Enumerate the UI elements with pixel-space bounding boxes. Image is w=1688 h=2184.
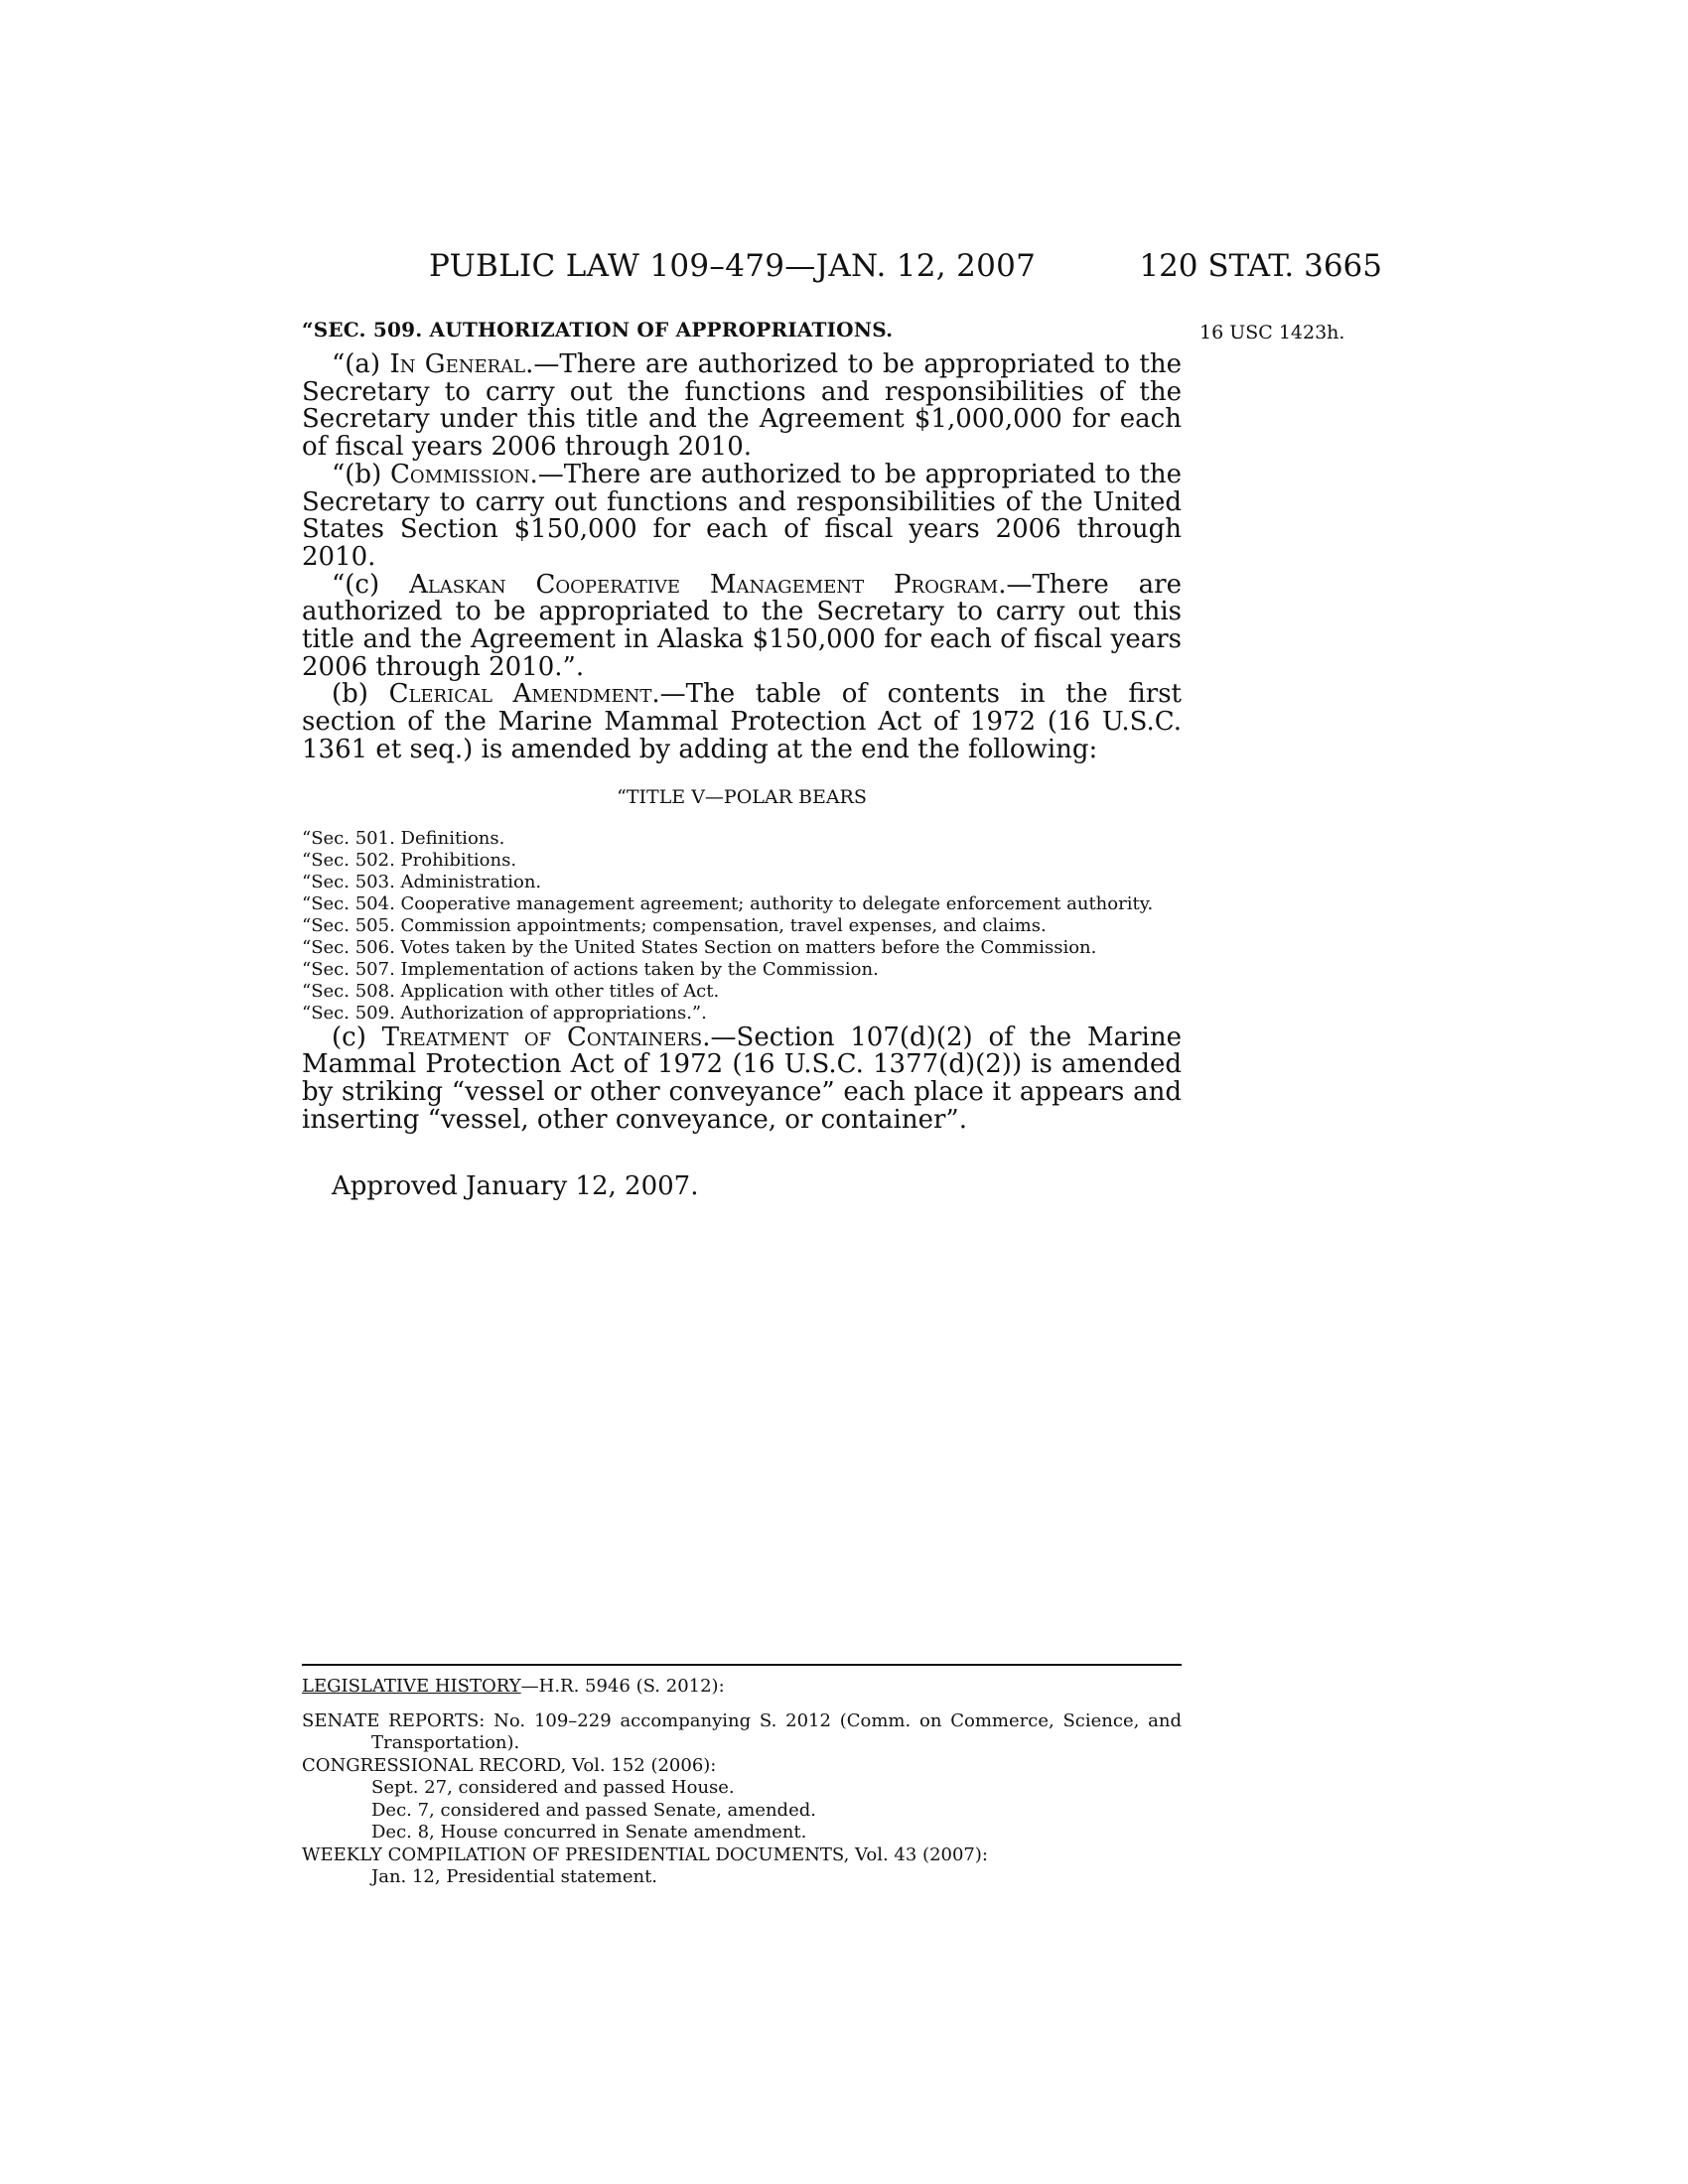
record-entry: Dec. 8, House concurred in Senate amendment. — [371, 1822, 807, 1843]
margin-note: 16 USC 1423h. — [1199, 322, 1345, 343]
paragraph-b — [302, 459, 1182, 572]
paragraph-text: .—There are authorized to be appropriated to the Secretary to carry out functions and responsibilities of the United States Section $150,000 for each of fiscal years 2006 through 2010. — [302, 459, 1182, 572]
paragraph-heading: Treatment of Containers — [381, 1022, 703, 1052]
legislative-history — [302, 1664, 1182, 1889]
congressional-record: CONGRESSIONAL RECORD, Vol. 152 (2006): — [302, 1754, 717, 1776]
toc-line: “Sec. 506. Votes taken by the United States Section on matters before the Commission. — [302, 936, 1097, 958]
toc-line: “Sec. 509. Authorization of appropriations.”. — [302, 1002, 707, 1024]
toc-line: “Sec. 504. Cooperative management agreement; authority to delegate enforcement authority. — [302, 892, 1154, 914]
paragraph-heading: Commission — [389, 459, 530, 489]
toc-line: “Sec. 503. Administration. — [302, 871, 542, 892]
toc-line: “Sec. 507. Implementation of actions taken by the Commission. — [302, 958, 879, 980]
paragraph-prefix: “(c) — [332, 569, 410, 600]
legislative-history-title — [302, 1676, 1182, 1699]
toc-line: “Sec. 501. Definitions. — [302, 827, 505, 849]
paragraph-prefix: “(b) — [332, 459, 390, 489]
weekly-entry: Jan. 12, Presidential statement. — [371, 1866, 658, 1887]
legislative-history-bill: —H.R. 5946 (S. 2012): — [520, 1676, 725, 1697]
approval-date: Approved January 12, 2007. — [332, 1171, 699, 1202]
running-head: PUBLIC LAW 109–479—JAN. 12, 2007 — [429, 248, 1037, 284]
paragraph-heading: Clerical Amendment — [388, 679, 652, 710]
paragraph-prefix: “(a) — [332, 349, 390, 379]
paragraph-text: .—There are authorized to be appropriated to the Secretary to carry out this title and the Agreement in Alaska $150,000 for each of fiscal years 2006 through 2010.”. — [302, 569, 1182, 682]
paragraph-text: .—There are authorized to be appropriated to the Secretary to carry out the functions and responsibilities of the Secretary under this title and the Agreement $1,000,000 for each of fiscal years 2006 through 2010. — [302, 349, 1182, 463]
paragraph-prefix: (b) — [332, 679, 389, 710]
body-text — [302, 318, 1182, 1201]
paragraph-text: .—The table of contents in the first section of the Marine Mammal Protection Act of 1972 (16 U.S.C. 1361 et seq.) is amended by adding at the end the following: — [302, 679, 1182, 764]
paragraph-prefix: (c) — [332, 1022, 382, 1052]
paragraph-heading: Alaskan Cooperative Management Program — [409, 569, 999, 600]
record-entry: Dec. 7, considered and passed Senate, amended. — [371, 1799, 816, 1821]
table-of-contents — [302, 828, 1182, 1024]
paragraph-c — [302, 569, 1182, 682]
clerical-amendment-paragraph — [302, 681, 1182, 763]
paragraph-heading: In General — [389, 349, 526, 379]
treatment-of-containers-paragraph — [302, 1024, 1182, 1135]
toc-title: “TITLE V—POLAR BEARS — [617, 785, 867, 808]
paragraph-text: .—Section 107(d)(2) of the Marine Mammal Protection Act of 1972 (16 U.S.C. 1377(d)(2)) is amended by striking “vessel or other conveyance” each place it appears and inserting “vessel, other conveyance, or container”. — [302, 1022, 1182, 1135]
legislative-history-label: LEGISLATIVE HISTORY — [302, 1676, 521, 1697]
weekly-compilation: WEEKLY COMPILATION OF PRESIDENTIAL DOCUMENTS, Vol. 43 (2007): — [302, 1843, 988, 1865]
section-heading: “SEC. 509. AUTHORIZATION OF APPROPRIATIONS. — [302, 318, 894, 341]
toc-line: “Sec. 502. Prohibitions. — [302, 849, 517, 871]
record-entry: Sept. 27, considered and passed House. — [371, 1777, 735, 1798]
toc-line: “Sec. 505. Commission appointments; compensation, travel expenses, and claims. — [302, 914, 1047, 936]
page-number: 120 STAT. 3665 — [1139, 248, 1382, 284]
toc-line: “Sec. 508. Application with other titles of Act. — [302, 980, 720, 1002]
senate-reports: SENATE REPORTS: No. 109–229 accompanying S. 2012 (Comm. on Commerce, Science, and Transportation). — [302, 1709, 1182, 1753]
paragraph-a — [302, 351, 1182, 462]
